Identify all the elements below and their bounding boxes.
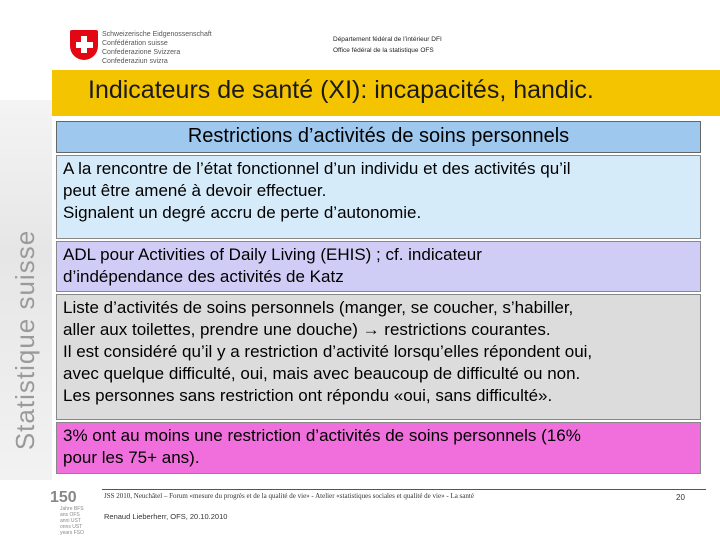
statistic-line: 3% ont au moins une restriction d’activités de soins personnels (16% [63,426,581,445]
adl-box [56,241,701,292]
logo-subtext: anni UST [60,518,81,524]
statistic-box [56,422,701,474]
logo-subtext: years FSO [60,530,84,536]
activities-list-box [56,294,701,420]
swiss-cross-icon [70,30,98,60]
footer-divider [102,489,706,490]
page-number: 20 [676,493,685,502]
definition-line: Signalent un degré accru de perte d’autonomie. [63,203,422,222]
anniversary-logo [50,490,100,538]
confederation-de: Schweizerische Eidgenossenschaft [102,31,212,38]
department-block [333,34,593,56]
list-line: Liste d’activités de soins personnels (manger, se coucher, s’habiller, [63,298,574,317]
confederation-names [102,30,292,66]
definition-box [56,155,701,239]
side-label: Statistique suisse [10,229,40,451]
list-line: Les personnes sans restriction ont répondu «oui, sans difficulté». [63,386,553,405]
section-heading: Restrictions d’activités de soins personnels [56,121,701,153]
logo-subtext: Jahre BFS [60,506,84,512]
department-name: Département fédéral de l’intérieur DFI [333,36,442,43]
header [0,0,720,70]
list-line: aller aux toilettes, prendre une douche) → restrictions courantes. [63,320,551,339]
logo-number: 150 [50,489,77,506]
definition-line: A la rencontre de l’état fonctionnel d’un individu et des activités qu’il [63,159,571,178]
slide-title: Indicateurs de santé (XI): incapacités, handic. [88,76,594,104]
confederation-fr: Confédération suisse [102,40,168,47]
footer-author: Renaud Lieberherr, OFS, 20.10.2010 [104,512,228,521]
footer-conference: JSS 2010, Neuchâtel – Forum «mesure du progrès et de la qualité de vie» - Atelier «statistiques sociales et qualité de vie» - La santé [104,492,474,500]
office-name: Office fédéral de la statistique OFS [333,47,434,54]
definition-line: peut être amené à devoir effectuer. [63,181,327,200]
confederation-it: Confederazione Svizzera [102,49,181,56]
list-line: avec quelque difficulté, oui, mais avec beaucoup de difficulté ou non. [63,364,581,383]
logo-subtext: ans OFS [60,512,80,518]
adl-line: d’indépendance des activités de Katz [63,267,344,286]
logo-subtext: onns UST [60,524,83,530]
list-line: Il est considéré qu’il y a restriction d’activité lorsqu’elles répondent oui, [63,342,593,361]
confederation-rm: Confederaziun svizra [102,58,168,65]
statistic-line: pour les 75+ ans). [63,448,200,467]
adl-line: ADL pour Activities of Daily Living (EHIS) ; cf. indicateur [63,245,482,264]
